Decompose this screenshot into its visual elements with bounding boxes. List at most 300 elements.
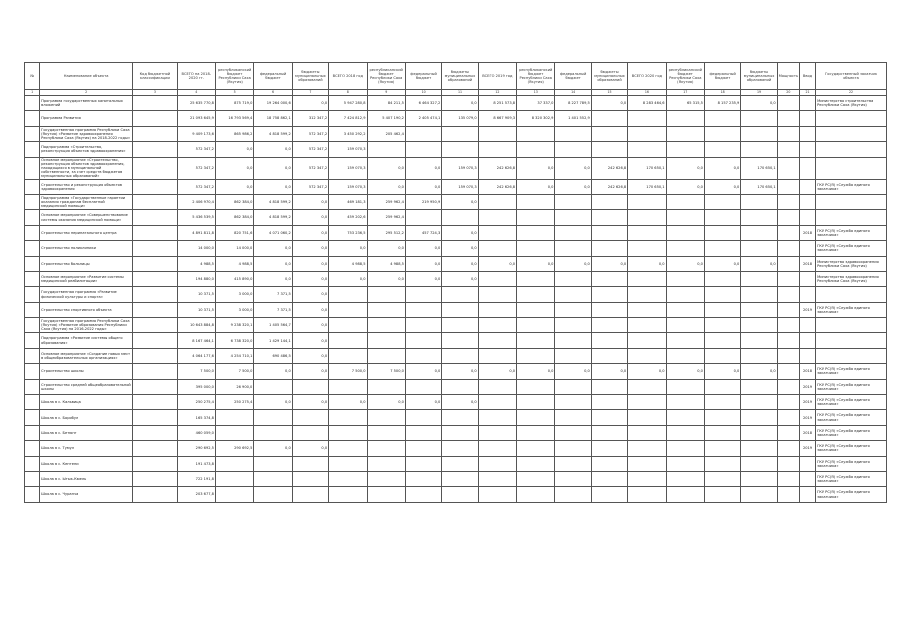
amount-cell — [628, 425, 666, 440]
amount-cell — [704, 318, 740, 333]
object-name: Школа в с. Бетюнг — [40, 425, 133, 440]
amount-cell: 37 337,0 — [517, 96, 555, 111]
customer-cell: ГКУ РС(Я) «Служба единого заказчика» — [816, 364, 887, 379]
object-name: Основное мероприятие «Совершенствование системы оказания медицинской помощи» — [40, 210, 133, 225]
column-header: бюджеты муниципальных образований — [292, 63, 328, 90]
capacity-cell — [777, 111, 799, 126]
amount-cell — [405, 472, 441, 487]
amount-cell — [741, 302, 777, 317]
amount-cell: 0,0 — [478, 256, 516, 271]
year-cell — [799, 210, 815, 225]
object-name: Основное мероприятие «Развитие системы медицинской реабилитации» — [40, 271, 133, 286]
amount-cell: 572 347,2 — [292, 126, 328, 141]
amount-cell: 0,0 — [292, 395, 328, 410]
amount-cell — [741, 395, 777, 410]
year-cell — [799, 179, 815, 194]
amount-cell — [591, 111, 627, 126]
column-number: 15 — [591, 90, 627, 96]
amount-cell: 460 059,0 — [177, 425, 215, 440]
amount-cell — [628, 287, 666, 302]
amount-cell — [367, 379, 405, 394]
amount-cell: 2 405 474,1 — [405, 111, 441, 126]
table-row — [25, 287, 887, 302]
amount-cell: 0,0 — [292, 333, 328, 348]
amount-cell — [478, 348, 516, 363]
amount-cell: 0,0 — [405, 157, 441, 179]
budget-code — [133, 410, 177, 425]
amount-cell: 159 070,3 — [329, 179, 367, 194]
amount-cell: 0,0 — [292, 225, 328, 240]
amount-cell: 14 000,0 — [177, 241, 215, 256]
year-cell — [799, 157, 815, 179]
amount-cell — [292, 425, 328, 440]
table-row — [25, 256, 887, 271]
amount-cell — [215, 410, 253, 425]
amount-cell — [254, 472, 292, 487]
column-number: 11 — [442, 90, 478, 96]
amount-cell: 0,0 — [254, 179, 292, 194]
column-header: Наименование объекта — [40, 63, 133, 90]
year-cell — [799, 456, 815, 471]
amount-cell: 0,0 — [254, 441, 292, 456]
amount-cell: 0,0 — [555, 256, 591, 271]
amount-cell: 65 315,5 — [666, 96, 704, 111]
amount-cell: 7 500,0 — [177, 364, 215, 379]
amount-cell: 0,0 — [292, 364, 328, 379]
amount-cell: 1 405 564,7 — [254, 318, 292, 333]
capacity-cell — [777, 348, 799, 363]
amount-cell — [628, 241, 666, 256]
amount-cell: 572 347,2 — [292, 179, 328, 194]
amount-cell — [704, 333, 740, 348]
amount-cell: 0,0 — [442, 96, 478, 111]
amount-cell — [405, 126, 441, 141]
amount-cell: 0,0 — [254, 241, 292, 256]
amount-cell: 290 692,5 — [177, 441, 215, 456]
capacity-cell — [777, 96, 799, 111]
amount-cell: 8 157 235,9 — [704, 96, 740, 111]
amount-cell — [329, 456, 367, 471]
amount-cell: 7 371,5 — [254, 302, 292, 317]
amount-cell — [517, 379, 555, 394]
year-cell — [799, 111, 815, 126]
amount-cell — [591, 472, 627, 487]
customer-cell — [816, 287, 887, 302]
amount-cell — [704, 302, 740, 317]
table-row — [25, 225, 887, 240]
budget-code — [133, 364, 177, 379]
amount-cell — [478, 241, 516, 256]
table-row — [25, 194, 887, 209]
amount-cell: 242 626,8 — [478, 179, 516, 194]
customer-cell — [816, 348, 887, 363]
column-header: № — [25, 63, 40, 90]
amount-cell — [329, 302, 367, 317]
amount-cell — [405, 210, 441, 225]
amount-cell — [555, 225, 591, 240]
amount-cell — [666, 271, 704, 286]
amount-cell — [741, 210, 777, 225]
object-name: Школа в с. Кептени — [40, 456, 133, 471]
amount-cell — [666, 318, 704, 333]
amount-cell: 4 254 710,1 — [215, 348, 253, 363]
amount-cell — [478, 318, 516, 333]
amount-cell — [628, 225, 666, 240]
amount-cell: 0,0 — [478, 364, 516, 379]
amount-cell — [704, 210, 740, 225]
amount-cell — [367, 318, 405, 333]
amount-cell — [329, 472, 367, 487]
amount-cell: 7 500,0 — [367, 364, 405, 379]
amount-cell: 6 738 320,0 — [215, 333, 253, 348]
budget-code — [133, 210, 177, 225]
amount-cell — [591, 441, 627, 456]
amount-cell — [628, 395, 666, 410]
amount-cell: 10 643 884,8 — [177, 318, 215, 333]
row-number — [25, 348, 40, 363]
column-header: федеральный бюджет — [405, 63, 441, 90]
amount-cell — [704, 441, 740, 456]
amount-cell: 8 283 464,6 — [628, 96, 666, 111]
amount-cell — [591, 456, 627, 471]
amount-cell: 0,0 — [517, 179, 555, 194]
amount-cell: 170 650,1 — [741, 157, 777, 179]
amount-cell — [367, 487, 405, 502]
amount-cell — [405, 348, 441, 363]
amount-cell — [478, 302, 516, 317]
customer-cell: Министерство строительства Республики Саха (Якутия) — [816, 96, 887, 111]
amount-cell — [292, 472, 328, 487]
amount-cell: 0,0 — [741, 96, 777, 111]
amount-cell: 0,0 — [254, 256, 292, 271]
amount-cell: 4 988,5 — [367, 256, 405, 271]
amount-cell: 0,0 — [517, 364, 555, 379]
column-header: ВСЕГО 2020 год — [628, 63, 666, 90]
amount-cell: 0,0 — [405, 179, 441, 194]
table-row — [25, 179, 887, 194]
object-name: Подпрограмма «Развитие системы общего образования» — [40, 333, 133, 348]
customer-cell — [816, 210, 887, 225]
amount-cell — [517, 126, 555, 141]
amount-cell: 7 500,0 — [215, 364, 253, 379]
amount-cell: 0,0 — [704, 256, 740, 271]
table-row — [25, 333, 887, 348]
amount-cell — [741, 111, 777, 126]
column-number: 12 — [478, 90, 516, 96]
amount-cell: 0,0 — [442, 225, 478, 240]
column-number: 17 — [666, 90, 704, 96]
amount-cell: 0,0 — [628, 256, 666, 271]
column-number: 4 — [177, 90, 215, 96]
amount-cell: 469 181,3 — [329, 194, 367, 209]
amount-cell: 5 407 190,2 — [367, 111, 405, 126]
amount-cell — [555, 441, 591, 456]
amount-cell: 0,0 — [591, 256, 627, 271]
row-number — [25, 271, 40, 286]
table-row — [25, 241, 887, 256]
amount-cell: 242 626,8 — [591, 179, 627, 194]
amount-cell: 250 275,4 — [177, 395, 215, 410]
amount-cell — [555, 241, 591, 256]
amount-cell — [517, 271, 555, 286]
budget-code — [133, 318, 177, 333]
amount-cell: 0,0 — [254, 271, 292, 286]
table-row — [25, 456, 887, 471]
amount-cell — [367, 333, 405, 348]
budget-code — [133, 487, 177, 502]
amount-cell — [555, 456, 591, 471]
amount-cell — [591, 379, 627, 394]
amount-cell — [704, 225, 740, 240]
amount-cell — [741, 410, 777, 425]
object-name: Государственная программа Республики Саха (Якутия) «Развитие образования Республики Саха (Якутия) на 2016-2022 годы» — [40, 318, 133, 333]
amount-cell: 395 000,0 — [177, 379, 215, 394]
amount-cell — [442, 348, 478, 363]
amount-cell: 4 818 599,2 — [254, 194, 292, 209]
column-header: ВСЕГО 2019 год — [478, 63, 516, 90]
capacity-cell — [777, 271, 799, 286]
amount-cell: 250 275,4 — [215, 395, 253, 410]
amount-cell: 242 626,8 — [591, 157, 627, 179]
amount-cell: 0,0 — [329, 271, 367, 286]
amount-cell: 5 947 280,8 — [329, 96, 367, 111]
customer-cell: ГКУ РС(Я) «Служба единого заказчика» — [816, 379, 887, 394]
amount-cell: 19 264 000,6 — [254, 96, 292, 111]
row-number — [25, 456, 40, 471]
amount-cell — [254, 456, 292, 471]
amount-cell — [329, 410, 367, 425]
table-row — [25, 142, 887, 157]
amount-cell: 572 347,2 — [177, 142, 215, 157]
amount-cell — [478, 194, 516, 209]
amount-cell — [329, 318, 367, 333]
amount-cell — [741, 472, 777, 487]
amount-cell — [741, 333, 777, 348]
amount-cell — [704, 425, 740, 440]
year-cell — [799, 142, 815, 157]
amount-cell — [666, 487, 704, 502]
capacity-cell — [777, 395, 799, 410]
amount-cell: 1 429 144,1 — [254, 333, 292, 348]
amount-cell — [478, 142, 516, 157]
amount-cell — [478, 225, 516, 240]
amount-cell: 0,0 — [442, 194, 478, 209]
amount-cell: 0,0 — [215, 157, 253, 179]
amount-cell: 295 512,2 — [367, 225, 405, 240]
amount-cell — [517, 142, 555, 157]
budget-code — [133, 225, 177, 240]
amount-cell: 4 988,5 — [215, 256, 253, 271]
amount-cell: 0,0 — [442, 241, 478, 256]
amount-cell: 9 238 320,1 — [215, 318, 253, 333]
column-number: 19 — [741, 90, 777, 96]
year-cell — [799, 271, 815, 286]
amount-cell — [442, 441, 478, 456]
amount-cell: 415 890,0 — [215, 271, 253, 286]
amount-cell — [704, 271, 740, 286]
amount-cell — [628, 318, 666, 333]
column-header: Государственный заказчик объекта — [816, 63, 887, 90]
amount-cell: 0,0 — [292, 194, 328, 209]
amount-cell — [741, 287, 777, 302]
amount-cell — [741, 318, 777, 333]
column-header: республиканский бюджет Республики Саха (Якутия) — [666, 63, 704, 90]
customer-cell — [816, 333, 887, 348]
amount-cell — [741, 379, 777, 394]
amount-cell — [442, 487, 478, 502]
amount-cell — [555, 210, 591, 225]
amount-cell: 84 211,5 — [367, 96, 405, 111]
table-row — [25, 425, 887, 440]
amount-cell: 290 692,5 — [215, 441, 253, 456]
budget-code — [133, 472, 177, 487]
table-body — [25, 96, 887, 503]
amount-cell: 4 818 599,2 — [254, 126, 292, 141]
amount-cell: 572 347,2 — [292, 142, 328, 157]
amount-cell — [741, 142, 777, 157]
amount-cell — [628, 456, 666, 471]
amount-cell — [555, 487, 591, 502]
amount-cell: 135 079,0 — [442, 111, 478, 126]
amount-cell: 4 988,5 — [329, 256, 367, 271]
object-name: Государственная программа Республики Саха (Якутия) «Развитие здравоохранения Республики Саха (Якутия) на 2018-2022 годы» — [40, 126, 133, 141]
amount-cell — [666, 456, 704, 471]
row-number — [25, 287, 40, 302]
amount-cell: 4 988,5 — [177, 256, 215, 271]
row-number — [25, 210, 40, 225]
amount-cell: 862 384,0 — [215, 210, 253, 225]
amount-cell: 4 071 060,2 — [254, 225, 292, 240]
amount-cell: 10 371,5 — [177, 287, 215, 302]
amount-cell: 9 409 173,6 — [177, 126, 215, 141]
row-number — [25, 179, 40, 194]
amount-cell — [628, 333, 666, 348]
amount-cell: 170 650,1 — [628, 157, 666, 179]
capacity-cell — [777, 441, 799, 456]
customer-cell: ГКУ РС(Я) «Служба единого заказчика» — [816, 410, 887, 425]
budget-code — [133, 96, 177, 111]
amount-cell: 0,0 — [666, 256, 704, 271]
amount-cell — [442, 472, 478, 487]
amount-cell: 259 962,4 — [367, 194, 405, 209]
amount-cell: 0,0 — [329, 395, 367, 410]
customer-cell: ГКУ РС(Я) «Служба единого заказчика» — [816, 179, 887, 194]
capacity-cell — [777, 210, 799, 225]
capacity-cell — [777, 333, 799, 348]
column-header: ВСЕГО 2018 год — [329, 63, 367, 90]
row-number — [25, 487, 40, 502]
table-row — [25, 302, 887, 317]
column-number: 13 — [517, 90, 555, 96]
budget-code — [133, 126, 177, 141]
amount-cell — [741, 425, 777, 440]
column-number: 9 — [367, 90, 405, 96]
amount-cell — [628, 302, 666, 317]
amount-cell: 0,0 — [442, 256, 478, 271]
amount-cell: 0,0 — [254, 142, 292, 157]
budget-code — [133, 287, 177, 302]
amount-cell — [555, 425, 591, 440]
customer-cell: ГКУ РС(Я) «Служба единого заказчика» — [816, 456, 887, 471]
amount-cell: 8 320 302,9 — [517, 111, 555, 126]
amount-cell: 0,0 — [666, 364, 704, 379]
amount-cell — [405, 287, 441, 302]
capacity-cell — [777, 364, 799, 379]
capacity-cell — [777, 126, 799, 141]
row-number — [25, 111, 40, 126]
amount-cell — [292, 410, 328, 425]
amount-cell — [478, 456, 516, 471]
row-number — [25, 379, 40, 394]
budget-code — [133, 241, 177, 256]
amount-cell — [666, 395, 704, 410]
amount-cell — [405, 379, 441, 394]
amount-cell — [517, 318, 555, 333]
year-cell — [799, 287, 815, 302]
amount-cell — [628, 348, 666, 363]
amount-cell — [591, 142, 627, 157]
column-number: 6 — [254, 90, 292, 96]
customer-cell: ГКУ РС(Я) «Служба единого заказчика» — [816, 241, 887, 256]
amount-cell: 0,0 — [215, 142, 253, 157]
amount-cell: 5 436 539,5 — [177, 210, 215, 225]
amount-cell — [367, 456, 405, 471]
year-cell — [799, 241, 815, 256]
amount-cell — [591, 410, 627, 425]
amount-cell: 8 167 464,1 — [177, 333, 215, 348]
amount-cell: 820 751,6 — [215, 225, 253, 240]
customer-cell: ГКУ РС(Я) «Служба единого заказчика» — [816, 425, 887, 440]
amount-cell: 191 473,8 — [177, 456, 215, 471]
amount-cell — [666, 225, 704, 240]
row-number — [25, 142, 40, 157]
amount-cell — [367, 287, 405, 302]
amount-cell — [555, 126, 591, 141]
amount-cell — [442, 333, 478, 348]
amount-cell: 242 626,8 — [478, 157, 516, 179]
customer-cell: ГКУ РС(Я) «Служба единого заказчика» — [816, 302, 887, 317]
amount-cell — [517, 302, 555, 317]
amount-cell: 0,0 — [628, 364, 666, 379]
amount-cell — [517, 410, 555, 425]
amount-cell — [478, 441, 516, 456]
customer-cell: ГКУ РС(Я) «Служба единого заказчика» — [816, 441, 887, 456]
customer-cell: ГКУ РС(Я) «Служба единого заказчика» — [816, 225, 887, 240]
budget-code — [133, 333, 177, 348]
amount-cell: 0,0 — [215, 179, 253, 194]
capacity-cell — [777, 302, 799, 317]
amount-cell — [741, 348, 777, 363]
amount-cell: 0,0 — [704, 364, 740, 379]
table-row — [25, 210, 887, 225]
amount-cell — [741, 194, 777, 209]
customer-cell — [816, 194, 887, 209]
row-number — [25, 96, 40, 111]
amount-cell: 0,0 — [555, 364, 591, 379]
amount-cell: 0,0 — [704, 157, 740, 179]
amount-cell — [555, 142, 591, 157]
capacity-cell — [777, 194, 799, 209]
object-name: Государственная программа «Развитие физической культуры и спорта» — [40, 287, 133, 302]
amount-cell: 0,0 — [329, 241, 367, 256]
amount-cell — [555, 318, 591, 333]
amount-cell — [478, 126, 516, 141]
amount-cell — [741, 487, 777, 502]
amount-cell — [704, 287, 740, 302]
amount-cell — [478, 379, 516, 394]
amount-cell: 159 070,3 — [442, 179, 478, 194]
capacity-cell — [777, 318, 799, 333]
